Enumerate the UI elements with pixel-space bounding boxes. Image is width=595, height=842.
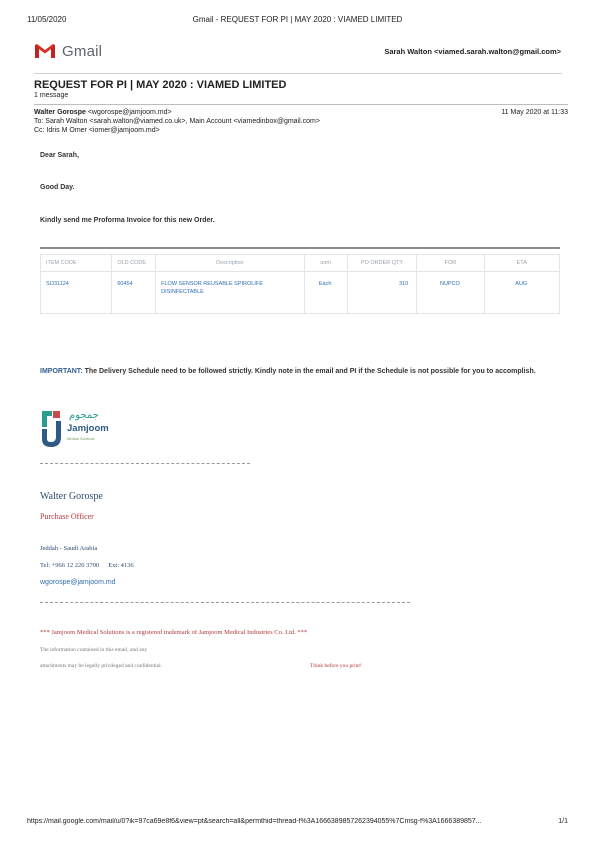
table-header-row <box>41 255 560 272</box>
think-before-print: Think before you print! <box>310 663 362 669</box>
print-header-date: 11/05/2020 <box>27 15 67 24</box>
gmail-wordmark: Gmail <box>62 42 103 60</box>
trademark-notice: *** Jamjoom Medical Solutions is a registered trademark of Jamjoom Medical Industries Co. Ltd. *** <box>40 629 308 636</box>
table-top-rule <box>40 247 560 249</box>
col-header-uom: uom <box>304 255 347 272</box>
disclaimer-line-1: The information contained in this email, and any <box>40 647 148 653</box>
signature-name: Walter Gorospe <box>40 491 103 502</box>
signature-email-link[interactable]: wgorospe@jamjoom.md <box>40 579 116 586</box>
good-day-text: Good Day. <box>40 184 75 191</box>
gmail-envelope-icon <box>34 43 56 59</box>
col-header-eta: ETA <box>484 255 559 272</box>
col-header-old-code: OLD CODE <box>112 255 156 272</box>
message-divider <box>34 104 568 105</box>
col-header-item-code: ITEM CODE <box>41 255 112 272</box>
thread-subject: REQUEST FOR PI | MAY 2020 : VIAMED LIMITED <box>34 79 287 91</box>
table-row <box>41 272 560 314</box>
print-header-title: Gmail - REQUEST FOR PI | MAY 2020 : VIAMED LIMITED <box>192 15 403 24</box>
col-header-for: FOR <box>417 255 484 272</box>
jamjoom-logo <box>40 407 120 449</box>
cell-eta: AUG <box>484 272 559 314</box>
message-to: To: Sarah Walton <sarah.walton@viamed.co.uk>, Main Account <viamedinbox@gmail.com> <box>34 118 320 125</box>
signature-phone <box>40 562 134 569</box>
logo-brand-text: Jamjoom <box>67 423 109 434</box>
message-count: 1 message <box>34 92 69 99</box>
cell-old-code: 60454 <box>112 272 156 314</box>
important-notice <box>40 367 545 377</box>
cell-item-code: SO31124 <box>41 272 112 314</box>
important-text: The Delivery Schedule need to be followed strictly. Kindly note in the email and PI if the Schedule is not possible for you to accomplish. <box>84 368 536 375</box>
signature-tel: Tel: +966 12 220 3700 <box>40 562 100 569</box>
message-from <box>34 109 172 116</box>
signature-bottom-divider <box>40 602 410 603</box>
sender-name: Walter Gorospe <box>34 109 86 116</box>
message-date: 11 May 2020 at 11:33 <box>501 109 568 116</box>
cell-description: FLOW SENSOR REUSABLE SPIROLIFE DISINFECTABLE <box>156 272 304 314</box>
sender-email[interactable]: <wgorospe@jamjoom.md> <box>87 109 172 116</box>
logo-arabic-text: جمجوم <box>69 410 99 421</box>
request-text: Kindly send me Proforma Invoice for this new Order. <box>40 217 215 224</box>
header-divider <box>34 73 562 74</box>
gmail-logo[interactable] <box>34 42 102 60</box>
signature-location: Jeddah - Saudi Arabia <box>40 545 98 552</box>
col-header-po-order-qty: PO ORDER QTY <box>347 255 417 272</box>
print-footer-url: https://mail.google.com/mail/u/0?ik=97ca69e8f6&view=pt&search=all&permthid=thread-f%3A1666389857262394055%7Cmsg-f%3A1666389857... <box>27 818 482 825</box>
greeting: Dear Sarah, <box>40 152 79 159</box>
signature-title: Purchase Officer <box>40 512 94 521</box>
cell-for: NUPCO <box>417 272 484 314</box>
cell-qty: 310 <box>347 272 417 314</box>
message-cc: Cc: Idris M Omer <iomer@jamjoom.md> <box>34 127 160 134</box>
important-label: IMPORTANT: <box>40 368 83 375</box>
col-header-description: Description <box>156 255 304 272</box>
order-table <box>40 254 560 314</box>
disclaimer-line-2: attachments may be legally privileged and confidential. <box>40 663 163 669</box>
print-footer-page: 1/1 <box>558 818 568 825</box>
signature-ext: Ext: 4136 <box>108 562 134 569</box>
account-name: Sarah Walton <viamed.sarah.walton@gmail.com> <box>384 47 561 56</box>
cell-uom: Each <box>304 272 347 314</box>
signature-divider <box>40 463 250 464</box>
logo-tagline: Medical Solutions <box>67 437 95 441</box>
jamjoom-mark-icon <box>40 409 64 447</box>
